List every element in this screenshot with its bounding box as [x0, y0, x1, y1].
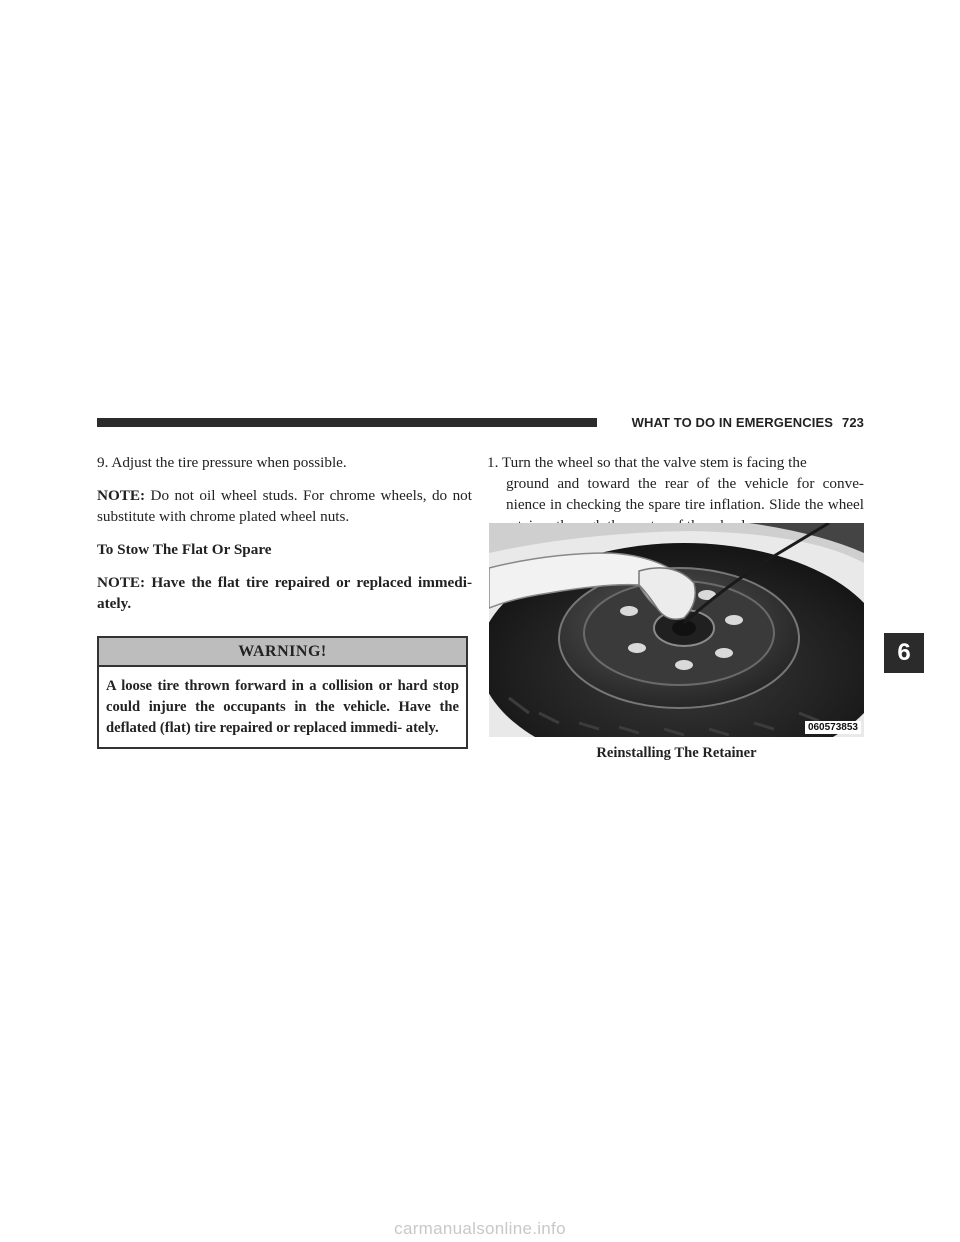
section-title: WHAT TO DO IN EMERGENCIES	[631, 415, 833, 430]
figure-spare-tire	[489, 523, 864, 737]
note-text: Do not oil wheel studs. For chrome wheels, do not substitute with chrome plated wheel nuts.	[97, 487, 472, 525]
warning-box	[97, 636, 468, 749]
note-flat-tire: NOTE: Have the flat tire repaired or replaced immedi- ately.	[97, 574, 472, 612]
spare-tire-illustration	[489, 523, 864, 737]
note-label: NOTE:	[97, 487, 146, 504]
watermark[interactable]: carmanualsonline.info	[394, 1219, 566, 1238]
step-1-continued: ground and toward the rear of the vehicle for conve- nience in checking the spare tire inflation. Slide the wheel	[506, 475, 864, 513]
running-header	[606, 415, 864, 430]
page-number: 723	[842, 415, 864, 430]
figure-id-label: 060573853	[805, 721, 861, 734]
figure-caption: Reinstalling The Retainer	[596, 745, 757, 761]
warning-body: A loose tire thrown forward in a collision or hard stop could injure the occupants in the vehicle. Have the deflated (flat) tire repaired or replaced immedi- ately.	[106, 678, 459, 736]
section-heading: To Stow The Flat Or Spare	[97, 541, 272, 558]
header-rule	[97, 418, 597, 427]
chapter-tab[interactable]: 6	[884, 633, 924, 673]
step-1-first-line: 1. Turn the wheel so that the valve stem is facing the	[487, 454, 807, 471]
left-column	[97, 452, 472, 749]
step-9: 9. Adjust the tire pressure when possible.	[97, 454, 347, 471]
note-wheel-studs	[97, 485, 472, 527]
warning-title: WARNING!	[99, 638, 466, 667]
